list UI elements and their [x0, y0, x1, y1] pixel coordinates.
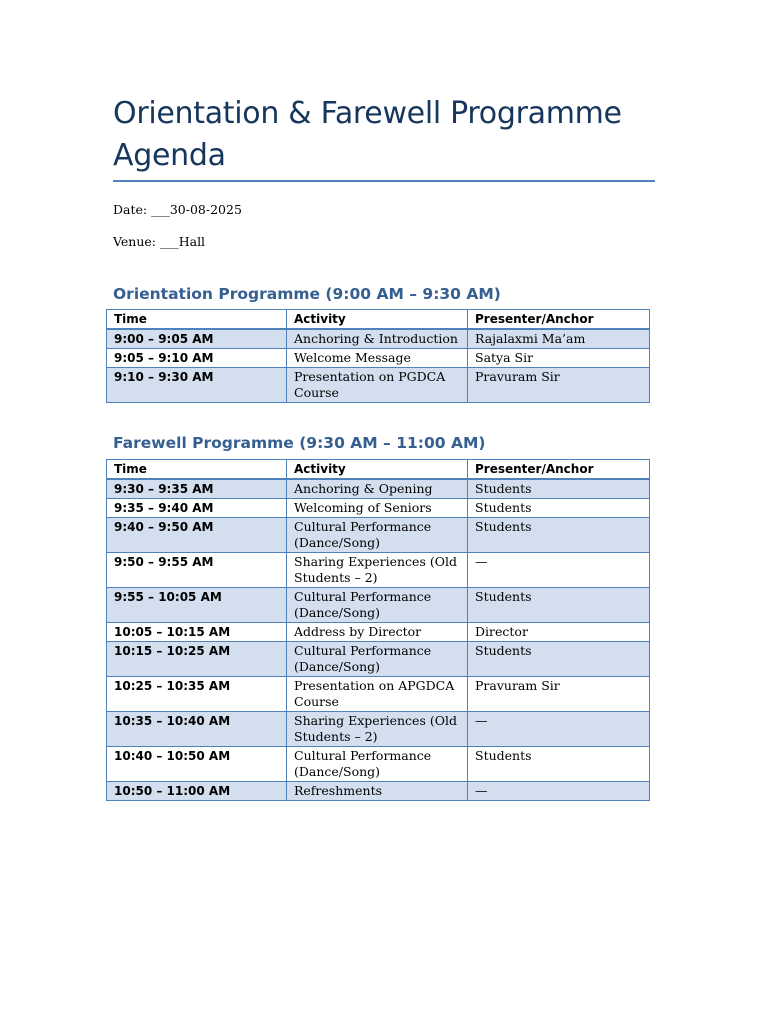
time-cell: 10:15 – 10:25 AM — [107, 642, 287, 677]
column-header-activity: Activity — [287, 310, 468, 330]
orientation-table — [106, 309, 650, 403]
table-header-row — [107, 460, 650, 480]
table-row — [107, 329, 650, 349]
presenter-cell: Pravuram Sir — [468, 368, 650, 403]
presenter-cell: Students — [468, 747, 650, 782]
presenter-cell: Students — [468, 588, 650, 623]
column-header-activity: Activity — [287, 460, 468, 480]
activity-cell: Anchoring & Opening — [287, 479, 468, 499]
table-row — [107, 518, 650, 553]
presenter-cell: Students — [468, 499, 650, 518]
activity-cell: Welcoming of Seniors — [287, 499, 468, 518]
table-header-row — [107, 310, 650, 330]
activity-cell: Cultural Performance (Dance/Song) — [287, 747, 468, 782]
table-row — [107, 368, 650, 403]
table-row — [107, 642, 650, 677]
title-divider — [113, 180, 655, 182]
column-header-presenter: Presenter/Anchor — [468, 310, 650, 330]
column-header-time: Time — [107, 460, 287, 480]
activity-cell: Sharing Experiences (Old Students – 2) — [287, 553, 468, 588]
activity-cell: Refreshments — [287, 782, 468, 801]
page-title: Orientation & Farewell Programme Agenda — [113, 96, 622, 173]
column-header-presenter: Presenter/Anchor — [468, 460, 650, 480]
table-row — [107, 349, 650, 368]
table-row — [107, 712, 650, 747]
table-row — [107, 588, 650, 623]
activity-cell: Presentation on PGDCA Course — [287, 368, 468, 403]
presenter-cell: — — [468, 712, 650, 747]
time-cell: 9:40 – 9:50 AM — [107, 518, 287, 553]
presenter-cell: — — [468, 553, 650, 588]
time-cell: 9:10 – 9:30 AM — [107, 368, 287, 403]
orientation-heading: Orientation Programme (9:00 AM – 9:30 AM) — [113, 285, 501, 303]
time-cell: 10:40 – 10:50 AM — [107, 747, 287, 782]
venue-line: Venue: ___Hall — [113, 234, 206, 249]
table-row — [107, 782, 650, 801]
table-row — [107, 499, 650, 518]
table-row — [107, 479, 650, 499]
activity-cell: Sharing Experiences (Old Students – 2) — [287, 712, 468, 747]
date-line: Date: ___30-08-2025 — [113, 202, 242, 217]
table-row — [107, 747, 650, 782]
time-cell: 10:50 – 11:00 AM — [107, 782, 287, 801]
table-row — [107, 623, 650, 642]
presenter-cell: — — [468, 782, 650, 801]
farewell-heading: Farewell Programme (9:30 AM – 11:00 AM) — [113, 434, 486, 452]
time-cell: 9:55 – 10:05 AM — [107, 588, 287, 623]
presenter-cell: Satya Sir — [468, 349, 650, 368]
column-header-time: Time — [107, 310, 287, 330]
time-cell: 10:35 – 10:40 AM — [107, 712, 287, 747]
presenter-cell: Students — [468, 518, 650, 553]
table-row — [107, 677, 650, 712]
activity-cell: Cultural Performance (Dance/Song) — [287, 642, 468, 677]
activity-cell: Welcome Message — [287, 349, 468, 368]
time-cell: 9:35 – 9:40 AM — [107, 499, 287, 518]
presenter-cell: Director — [468, 623, 650, 642]
time-cell: 9:00 – 9:05 AM — [107, 329, 287, 349]
time-cell: 9:50 – 9:55 AM — [107, 553, 287, 588]
activity-cell: Anchoring & Introduction — [287, 329, 468, 349]
presenter-cell: Pravuram Sir — [468, 677, 650, 712]
presenter-cell: Students — [468, 642, 650, 677]
time-cell: 10:25 – 10:35 AM — [107, 677, 287, 712]
farewell-table — [106, 459, 650, 801]
time-cell: 9:30 – 9:35 AM — [107, 479, 287, 499]
time-cell: 9:05 – 9:10 AM — [107, 349, 287, 368]
presenter-cell: Students — [468, 479, 650, 499]
activity-cell: Presentation on APGDCA Course — [287, 677, 468, 712]
presenter-cell: Rajalaxmi Ma’am — [468, 329, 650, 349]
activity-cell: Address by Director — [287, 623, 468, 642]
activity-cell: Cultural Performance (Dance/Song) — [287, 518, 468, 553]
activity-cell: Cultural Performance (Dance/Song) — [287, 588, 468, 623]
table-row — [107, 553, 650, 588]
time-cell: 10:05 – 10:15 AM — [107, 623, 287, 642]
